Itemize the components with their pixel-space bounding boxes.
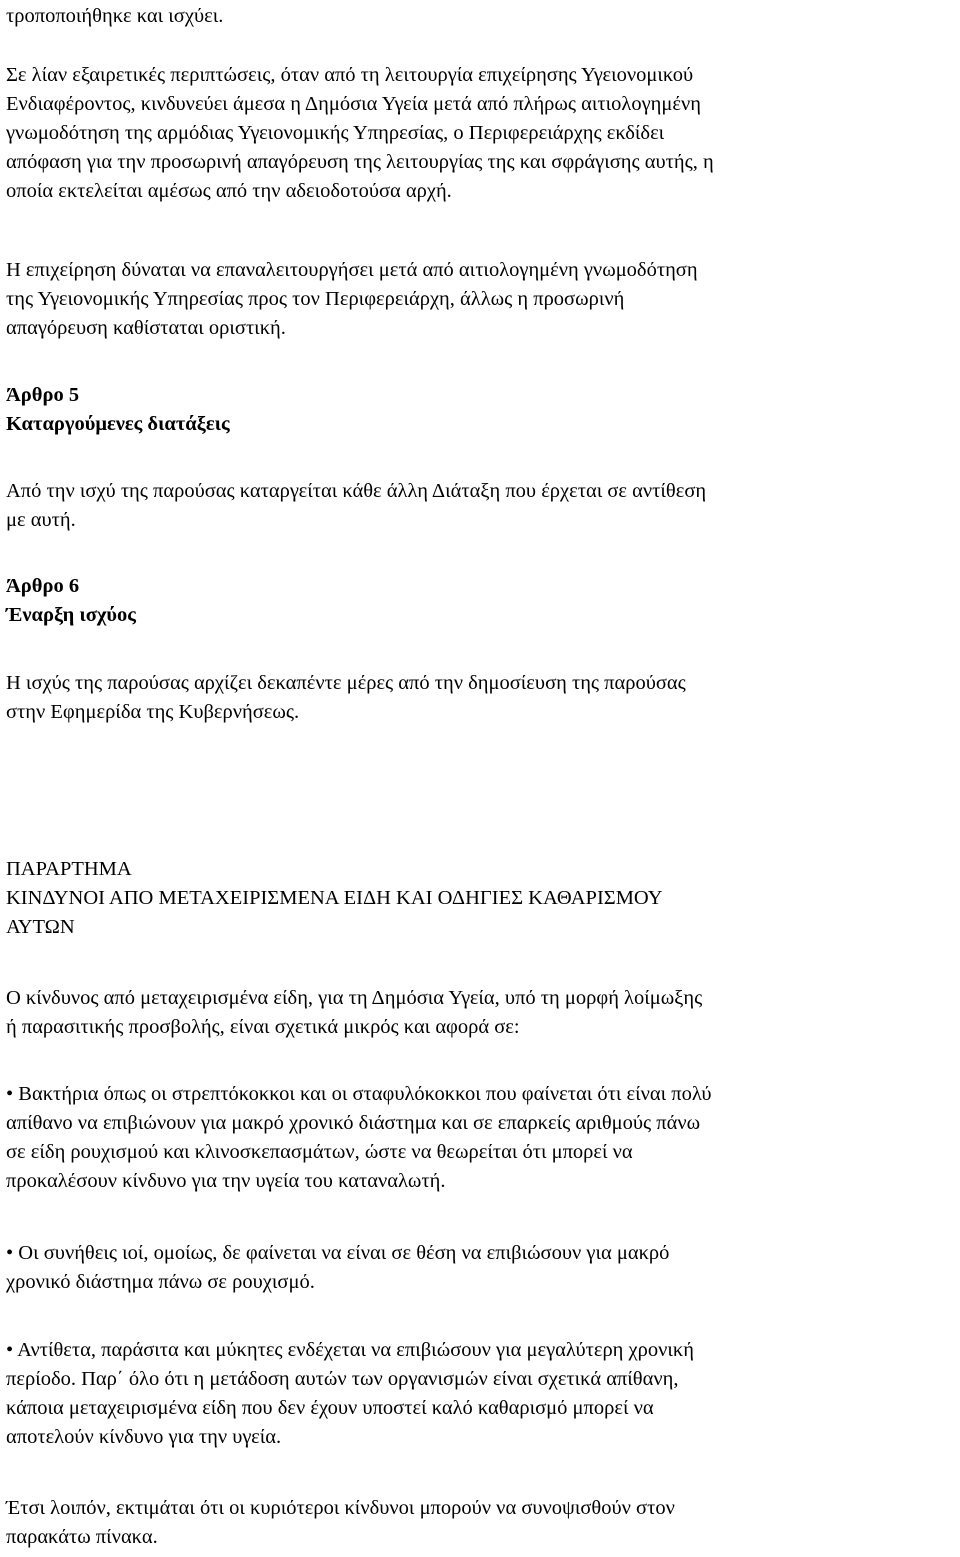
text-line: Η ισχύς της παρούσας αρχίζει δεκαπέντε μέρες από την δημοσίευση της παρούσας <box>6 672 686 694</box>
bullet-parasites <box>6 1336 694 1452</box>
annex-title-line: ΚΙΝΔΥΝΟΙ ΑΠΟ ΜΕΤΑΧΕΙΡΙΣΜΕΝΑ ΕΙΔΗ ΚΑΙ ΟΔΗΓΙΕΣ ΚΑΘΑΡΙΣΜΟΥ <box>6 887 663 909</box>
text-line: Η επιχείρηση δύναται να επαναλειτουργήσει μετά από αιτιολογημένη γνωμοδότηση <box>6 259 698 281</box>
text-line: • Βακτήρια όπως οι στρεπτόκοκκοι και οι σταφυλόκοκκοι που φαίνεται ότι είναι πολύ <box>6 1083 712 1105</box>
text-line: στην Εφημερίδα της Κυβερνήσεως. <box>6 701 300 723</box>
text-line: οποία εκτελείται αμέσως από την αδειοδοτούσα αρχή. <box>6 180 452 202</box>
text-line: Ενδιαφέροντος, κινδυνεύει άμεσα η Δημόσια Υγεία μετά από πλήρως αιτιολογημένη <box>6 93 701 115</box>
paragraph-exceptional-closure <box>6 61 714 206</box>
text-line: αποτελούν κίνδυνο για την υγεία. <box>6 1426 282 1448</box>
article-number: Άρθρο 6 <box>6 575 80 597</box>
text-line: Έτσι λοιπόν, εκτιμάται ότι οι κυριότεροι κίνδυνοι μπορούν να συνοψισθούν στον <box>6 1497 675 1519</box>
text-line: παρακάτω πίνακα. <box>6 1526 158 1548</box>
annex-label: ΠΑΡΑΡΤΗΜΑ <box>6 858 132 880</box>
text-line: της Υγειονομικής Υπηρεσίας προς τον Περιφερειάρχη, άλλως η προσωρινή <box>6 288 625 310</box>
text-line: κάποια μεταχειρισμένα είδη που δεν έχουν υποστεί καλό καθαρισμό μπορεί να <box>6 1397 654 1419</box>
article-5-body <box>6 477 706 535</box>
annex-heading <box>6 855 663 942</box>
text-line: • Οι συνήθεις ιοί, ομοίως, δε φαίνεται να είναι σε θέση να επιβιώσουν για μακρό <box>6 1242 670 1264</box>
text-line: με αυτή. <box>6 509 76 531</box>
text-line: • Αντίθετα, παράσιτα και μύκητες ενδέχεται να επιβιώσουν για μεγαλύτερη χρονική <box>6 1339 694 1361</box>
bullet-bacteria <box>6 1080 712 1196</box>
article-title: Καταργούμενες διατάξεις <box>6 413 230 435</box>
text-line: Σε λίαν εξαιρετικές περιπτώσεις, όταν από τη λειτουργία επιχείρησης Υγειονομικού <box>6 64 694 86</box>
bullet-viruses <box>6 1239 669 1297</box>
text-line: Από την ισχύ της παρούσας καταργείται κάθε άλλη Διάταξη που έρχεται σε αντίθεση <box>6 480 707 502</box>
intro-fragment <box>6 2 223 31</box>
text-line: απόφαση για την προσωρινή απαγόρευση της λειτουργίας της και σφράγισης αυτής, η <box>6 151 714 173</box>
annex-conclusion <box>6 1494 675 1552</box>
text-line: σε είδη ρουχισμού και κλινοσκεπασμάτων, ώστε να θεωρείται ότι μπορεί να <box>6 1141 633 1163</box>
annex-intro <box>6 984 702 1042</box>
text-line: περίοδο. Παρ΄ όλο ότι η μετάδοση αυτών των οργανισμών είναι σχετικά απίθανη, <box>6 1368 679 1390</box>
annex-title-line: ΑΥΤΩΝ <box>6 916 75 938</box>
paragraph-reopening <box>6 256 698 343</box>
article-6-heading <box>6 572 136 630</box>
text-line: ή παρασιτικής προσβολής, είναι σχετικά μικρός και αφορά σε: <box>6 1016 520 1038</box>
text-line: τροποποιήθηκε και ισχύει. <box>6 5 224 27</box>
text-line: χρονικό διάστημα πάνω σε ρουχισμό. <box>6 1271 315 1293</box>
article-title: Έναρξη ισχύος <box>6 604 136 626</box>
text-line: απαγόρευση καθίσταται οριστική. <box>6 317 286 339</box>
article-5-heading <box>6 381 230 439</box>
article-number: Άρθρο 5 <box>6 384 80 406</box>
text-line: προκαλέσουν κίνδυνο για την υγεία του καταναλωτή. <box>6 1170 446 1192</box>
text-line: γνωμοδότηση της αρμόδιας Υγειονομικής Υπηρεσίας, ο Περιφερειάρχης εκδίδει <box>6 122 665 144</box>
text-line: Ο κίνδυνος από μεταχειρισμένα είδη, για τη Δημόσια Υγεία, υπό τη μορφή λοίμωξης <box>6 987 703 1009</box>
article-6-body <box>6 669 686 727</box>
text-line: απίθανο να επιβιώνουν για μακρό χρονικό διάστημα και σε επαρκείς αριθμούς πάνω <box>6 1112 701 1134</box>
